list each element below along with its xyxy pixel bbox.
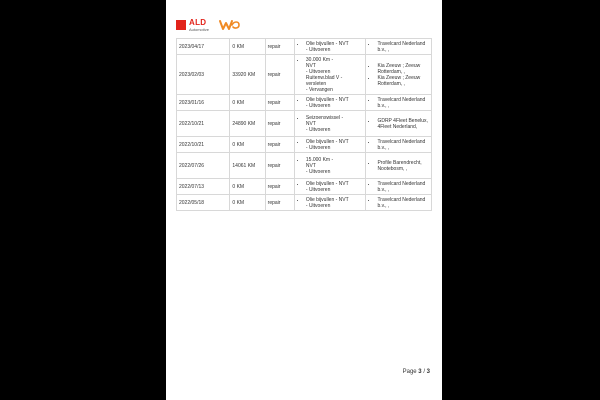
description-line: - Uitvoeren [305,102,331,109]
description-item [306,139,364,151]
description-list [297,139,364,151]
table-row [177,137,432,153]
provider-item: • Travelcard Nederland b.v., , [377,139,429,151]
description-line: • Olie bijvullen - NVT [305,96,349,103]
cell-date: 2022/07/13 [177,179,230,195]
description-line: - Uitvoeren [305,202,331,209]
document-page [166,0,442,400]
cell-provider [366,195,432,211]
provider-item: • Travelcard Nederland b.v., , [377,181,429,193]
header-logos [176,18,241,32]
description-item [306,181,364,193]
table-row [177,39,432,55]
description-line: - Vervangen [305,86,333,93]
cell-date: 2022/05/18 [177,195,230,211]
table-row [177,179,432,195]
description-line: • Seizoenswissel - [305,114,344,121]
table-row [177,153,432,179]
ald-brand-sub: Automotive [189,26,210,32]
description-line: - Uitvoeren [305,168,331,175]
provider-item: • Travelcard Nederland b.v., , [377,41,429,53]
cell-type: repair [265,179,294,195]
provider-item: • GDRP 4Fleet Benelux, 4Fleet Nederland, [377,118,429,130]
provider-item: • Travelcard Nederland b.v., , [377,97,429,109]
provider-list [368,197,429,209]
cell-date: 2023/01/16 [177,95,230,111]
cell-provider [366,39,432,55]
cell-description [294,95,366,111]
provider-list [368,139,429,151]
cell-provider [366,95,432,111]
cell-mileage: 0 KM [230,179,265,195]
table-row [177,55,432,95]
cell-date: 2023/04/17 [177,39,230,55]
page-separator: / [423,369,425,375]
table-row [177,195,432,211]
table-row [177,95,432,111]
description-line: • Olie bijvullen - NVT [305,138,349,145]
provider-list [368,41,429,53]
description-list [297,115,364,133]
page-current: 3 [418,369,422,375]
cell-mileage: 14061 KM [230,153,265,179]
cell-provider [366,179,432,195]
provider-item: • Kia Zeeuw ; Zeeuw Rotterdam, , [377,75,429,87]
cell-description [294,195,366,211]
provider-list [368,118,429,130]
cell-provider [366,55,432,95]
cell-date: 2022/10/21 [177,137,230,153]
description-list [297,157,364,175]
description-line: - Uitvoeren [305,126,331,133]
table-row [177,111,432,137]
maintenance-history-table [176,38,432,211]
description-line: • 15.000 Km - [305,156,334,163]
description-list [297,97,364,109]
leaseplan-logo-icon [219,18,241,32]
page-label: Page [402,369,417,375]
page-total: 3 [426,369,430,375]
cell-mileage: 33920 KM [230,55,265,95]
description-line: - Uitvoeren [305,186,331,193]
description-list [297,181,364,193]
cell-mileage: 0 KM [230,137,265,153]
page-number [403,369,430,375]
cell-description [294,137,366,153]
description-line: Ruitenw.blad V - [305,74,343,81]
cell-provider [366,111,432,137]
cell-provider [366,153,432,179]
description-list [297,197,364,209]
ald-red-square-icon [176,20,186,30]
description-line: NVT [305,162,316,169]
cell-mileage: 24890 KM [230,111,265,137]
cell-provider [366,137,432,153]
provider-list [368,160,429,172]
provider-list [368,63,429,87]
cell-mileage: 0 KM [230,39,265,55]
cell-date: 2023/02/03 [177,55,230,95]
description-line: versleten [305,80,327,87]
cell-description [294,153,366,179]
ald-brand-name: ALD [189,17,207,27]
provider-list [368,181,429,193]
description-list [297,41,364,53]
provider-item: • Kia Zeeuw ; Zeeuw Rotterdam, , [377,63,429,75]
description-item [306,57,364,93]
description-line: • Olie bijvullen - NVT [305,196,349,203]
provider-item: • Travelcard Nederland b.v., , [377,197,429,209]
description-item [306,41,364,53]
cell-date: 2022/10/21 [177,111,230,137]
cell-description [294,179,366,195]
cell-description [294,55,366,95]
provider-list [368,97,429,109]
description-item [306,157,364,175]
description-item [306,115,364,133]
cell-type: repair [265,95,294,111]
description-line: NVT [305,62,316,69]
description-item [306,197,364,209]
cell-type: repair [265,195,294,211]
cell-type: repair [265,111,294,137]
description-line: - Uitvoeren [305,46,331,53]
cell-mileage: 0 KM [230,95,265,111]
description-line: • Olie bijvullen - NVT [305,180,349,187]
cell-mileage: 0 KM [230,195,265,211]
cell-type: repair [265,137,294,153]
description-item [306,97,364,109]
provider-item: • Profile Barendrecht, Nootebosm, , [377,160,429,172]
description-line: - Uitvoeren [305,68,331,75]
cell-type: repair [265,55,294,95]
cell-date: 2022/07/26 [177,153,230,179]
description-list [297,57,364,93]
description-line: - Uitvoeren [305,144,331,151]
ald-logo [176,19,209,32]
description-line: NVT [305,120,316,127]
description-line: • 30.000 Km - [305,56,334,63]
description-line: • Olie bijvullen - NVT [305,40,349,47]
cell-type: repair [265,39,294,55]
cell-description [294,39,366,55]
cell-description [294,111,366,137]
cell-type: repair [265,153,294,179]
